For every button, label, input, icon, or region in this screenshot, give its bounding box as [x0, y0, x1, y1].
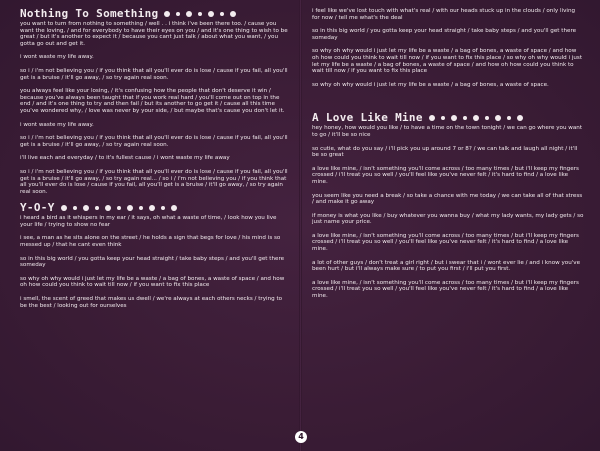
lyric-paragraph: so cutie, what do you say / i'll pick you up around 7 or 8? / we can talk and laugh all night / it'll be so great: [312, 145, 578, 159]
page-gutter: [299, 0, 302, 451]
lyric-paragraph: i see, a man as he sits alone on the street / he holds a sign that begs for love / his mind is so messed up / that he cant even think: [20, 235, 281, 249]
lyric-paragraph: i smell, the scent of greed that makes us dwell / we're always at each others necks / trying to be the best / looking out for ourselves: [20, 296, 283, 309]
left-page: [20, 8, 290, 316]
right-page: [312, 8, 584, 307]
page-number: 4: [295, 431, 307, 443]
lyric-paragraph: if money is what you like / buy whatever you wanna buy / what my lady wants, my lady gets / so just name your price.: [312, 212, 584, 226]
lyric-paragraph: so i / i'm not believing you / if you think that all you'll ever do is lose / cause if you fail, all you'll get is a bruise / it'll go away, / so try again real... / so i / i'm not believing you / if you think that all you'll ever do is lose / cause if you fail, all you'll get is a bruise / it'll go away, / so try again real soon.: [20, 168, 288, 195]
lyric-paragraph: a love like mine, / isn't something you'll come across / too many times / but i'll keep my fingers crossed / i'll treat you so well / you'll feel like you've never felt / it's hard to find / a love like mine.: [312, 232, 579, 253]
lyric-paragraph: so in this big world / you gotta keep your head straight / take baby steps / and you'll get there someday: [312, 28, 577, 41]
lyric-paragraph: a lot of other guys / don't treat a girl right / but i swear that i / wont ever lie / and i know you've been hurt / but i'll always make sure / to put you first / i'll put you first.: [312, 259, 581, 273]
lyric-paragraph: you want to turn from nothing to something / well . . i think i've been there too. / cause you want the loving, / and for everybody to have their eyes on you / and it's one thing to wish to be great / but it's another to expect it / because you cant just talk / about what you want, / you gotta go out and get it.: [20, 21, 288, 47]
lyric-paragraph: i feel like we've lost touch with what's real / with our heads stuck up in the clouds / only living for now / tell me what's the deal: [312, 8, 576, 21]
lyric-paragraph: so i / i'm not believing you / if you think that all you'll ever do is lose / cause if you fail, all you'll get is a bruise / it'll go away, / so try again real soon.: [20, 67, 288, 81]
lyric-paragraph: i wont waste my life away.: [20, 121, 94, 128]
lyric-paragraph: hey honey, how would you like / to have a time on the town tonight / we can go where you want to go / it'll be so nice: [312, 125, 583, 138]
title-dots: [429, 115, 523, 121]
lyric-paragraph: a love like mine, / isn't something you'll come across / too many times / but i'll keep my fingers crossed / i'll treat you so well / you'll feel like you've never felt / it's hard to find / a love like mine.: [312, 279, 579, 300]
song-title-y-o-y: Y-O-Y: [20, 202, 290, 214]
lyric-paragraph: so in this big world / you gotta keep your head straight / take baby steps / and you'll get there someday: [20, 255, 285, 269]
lyric-paragraph: so why oh why would i just let my life be a waste / a bag of bones, a waste of space / and how oh how could you think to wait till now / if you want to fix this place: [20, 275, 285, 289]
lyric-paragraph: a love like mine, / isn't something you'll come across / too many times / but i'll keep my fingers crossed / i'll treat you so well / you'll feel like you've never felt / it's hard to find / a love like mine.: [312, 165, 579, 185]
lyric-paragraph: so i / i'm not believing you / if you think that all you'll ever do is lose / cause if you fail, all you'll get is a bruise / it'll go away, / so try again real soon.: [20, 135, 288, 148]
title-dots: [164, 11, 236, 17]
lyric-paragraph: you seem like you need a break / so take a chance with me today / we can take all of that stress / and make it go away: [312, 192, 583, 206]
lyric-paragraph: you always feel like your losing, / it's confusing how the people that don't deserve it win / because you've always been taught that if you work real hard / you'll come out on top in the end / and it's one thing to try and then fail / but its another to go get it / cause all this time you've wondered why, / love was never by your side, / but maybe that's cause you don't let it.: [20, 88, 285, 114]
lyric-paragraph: so why oh why would i just let my life be a waste / a bag of bones, a waste of space / and how oh how could you think to wait till now / if you want to fix this place / so why oh why would i just let my life be a waste / a bag of bones, a waste of space / and how oh how could you think to wait till now / if you want to fix this place: [312, 48, 583, 75]
song-title-nothing-to-something: Nothing To Something: [20, 8, 290, 20]
lyric-paragraph: i'll live each and everyday / to it's fullest cause / i wont waste my life away: [20, 155, 230, 162]
song-title-a-love-like-mine: A Love Like Mine: [312, 112, 584, 124]
lyric-paragraph: so why oh why would i just let my life be a waste / a bag of bones, a waste of space.: [312, 81, 549, 88]
title-dots: [61, 205, 177, 211]
lyric-paragraph: i wont waste my life away.: [20, 54, 94, 61]
lyric-paragraph: i heard a bird as it whispers in my ear / it says, oh what a waste of time, / look how you live your life / trying to show no fear: [20, 215, 277, 228]
